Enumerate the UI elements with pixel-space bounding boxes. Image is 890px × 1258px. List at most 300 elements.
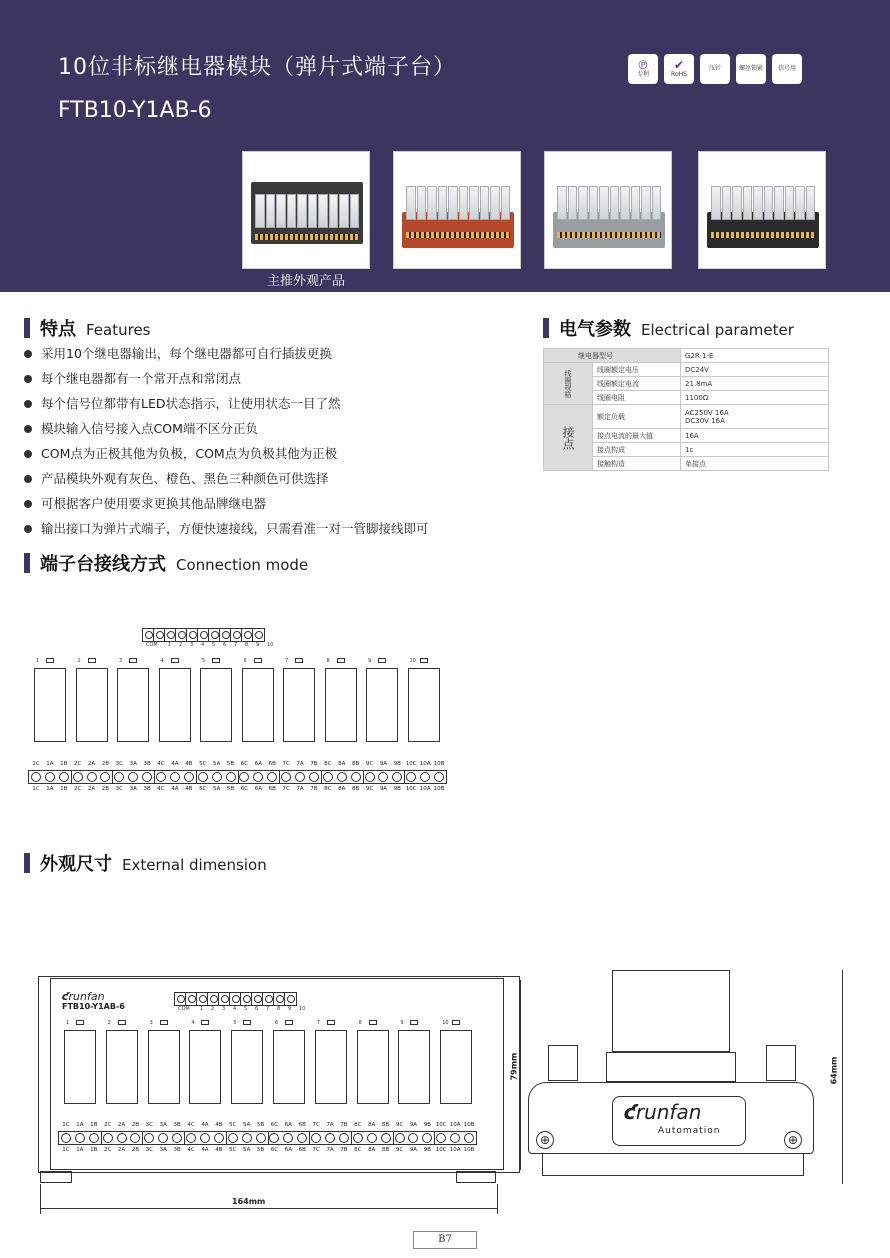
terminal-label-top: 10C [435, 1122, 447, 1128]
relay [242, 668, 274, 742]
terminal-label-bottom: 9C [365, 786, 374, 792]
input-pin [285, 993, 296, 1005]
terminal-screw [198, 1133, 212, 1143]
list-item: 输出接口为弹片式端子，方便快速接线，只需看准一对一管脚接线即可 [24, 520, 429, 545]
input-pin [274, 993, 285, 1005]
table-group-label: 线圈规格 [544, 363, 593, 405]
terminal-label-bottom: 1B [60, 786, 68, 792]
terminal-label-top: 9A [409, 1122, 418, 1128]
terminal-label-bottom: 4A [171, 786, 179, 792]
relay [366, 668, 398, 742]
terminal-label-top: 2C [103, 1122, 112, 1128]
terminal-screw [363, 772, 377, 782]
height-dimension-label: 79mm [509, 1052, 519, 1081]
features-list [24, 345, 429, 545]
input-pin [198, 629, 209, 641]
input-connector [142, 628, 265, 642]
input-number: 3 [222, 1006, 226, 1012]
led-indicator-icon [171, 658, 179, 663]
terminal-screw [196, 772, 210, 782]
list-item: 模块输入信号接入点COM端不区分正负 [24, 420, 429, 445]
terminal-screw [365, 1133, 379, 1143]
terminal-label-bottom: 6B [298, 1147, 306, 1153]
relay [159, 668, 191, 742]
terminal-screw [140, 772, 154, 782]
relay-number: 6 [243, 658, 247, 664]
led-indicator-icon [452, 1020, 460, 1025]
input-number: 2 [179, 642, 183, 648]
brand-subtitle: Automation [658, 1126, 721, 1136]
height-dimension-line [520, 980, 521, 1170]
terminal-label-bottom: 1A [46, 786, 54, 792]
relay-number: 9 [368, 658, 372, 664]
terminal-label-top: 9B [423, 1122, 431, 1128]
electrical-heading-en: Electrical parameter [641, 321, 794, 339]
terminal-label-bottom: 8C [324, 786, 332, 792]
terminal-label-top: 3B [173, 1122, 181, 1128]
terminal-label-top: 8A [368, 1122, 376, 1128]
terminal-label-bottom: 8A [338, 786, 346, 792]
product-caption: 主推外观产品 [266, 274, 345, 289]
header-banner [0, 0, 890, 292]
com-label: COM [178, 1006, 190, 1012]
terminal-screw [240, 1133, 254, 1143]
relay [117, 668, 149, 742]
input-pin [220, 629, 231, 641]
terminal-screw [182, 772, 196, 782]
relay [357, 1030, 389, 1104]
input-pin [165, 629, 176, 641]
terminal-label-top: 8A [338, 761, 346, 767]
input-number: 10 [299, 1006, 306, 1012]
terminal-label-top: 8C [354, 1122, 362, 1128]
terminal-screw [142, 1133, 156, 1143]
terminal-label-bottom: 5C [199, 786, 207, 792]
terminal-label-top: 7C [282, 761, 290, 767]
table-cell: 线圈额定电流 [593, 377, 681, 391]
input-pin [187, 629, 198, 641]
input-pin [176, 629, 187, 641]
terminal-label-top: 3C [145, 1122, 153, 1128]
brand-logo-large: ƈrunfan [624, 1100, 702, 1124]
input-number: 10 [267, 642, 274, 648]
terminal-label-bottom: 4B [185, 786, 193, 792]
relay-number: 4 [191, 1020, 195, 1026]
terminal-label-bottom: 9A [409, 1147, 418, 1153]
relay [315, 1030, 347, 1104]
terminal-screw [390, 772, 404, 782]
table-cell: 16A [681, 429, 829, 443]
pin-press-icon: 压针 [700, 54, 730, 84]
input-number: 5 [244, 1006, 248, 1012]
input-pin [230, 993, 241, 1005]
terminal-label-top: 6B [268, 761, 276, 767]
terminal-label-bottom: 7B [310, 786, 318, 792]
terminal-label-top: 9C [395, 1122, 404, 1128]
mount-foot-right [456, 1171, 496, 1183]
terminal-label-bottom: 2C [73, 786, 82, 792]
terminal-screw [295, 1133, 309, 1143]
terminal-label-top: 6C [270, 1122, 279, 1128]
relay-number: 5 [233, 1020, 237, 1026]
terminal-screw [71, 772, 85, 782]
terminal-label-bottom: 4A [201, 1147, 209, 1153]
list-item: 每个继电器都有一个常开点和常闭点 [24, 370, 429, 395]
terminal-screw [377, 772, 391, 782]
input-pin [219, 993, 230, 1005]
relay-number: 3 [149, 1020, 153, 1026]
table-cell: 线圈电阻 [593, 391, 681, 405]
terminal-label-bottom: 2A [87, 786, 96, 792]
brand-logo-small: ƈrunfan [62, 990, 105, 1003]
terminal-label-top: 2A [117, 1122, 126, 1128]
terminal-label-top: 5B [256, 1122, 265, 1128]
terminal-label-top: 2C [73, 761, 82, 767]
terminal-label-bottom: 2A [117, 1147, 126, 1153]
relay-number: 5 [202, 658, 206, 664]
relay-number: 8 [326, 658, 330, 664]
connection-heading [24, 550, 308, 576]
table-cell: 线圈额定电压 [593, 363, 681, 377]
table-cell: 接点电流的最大值 [593, 429, 681, 443]
terminal-label-bottom: 3B [143, 786, 151, 792]
input-connector [174, 992, 297, 1006]
terminal-label-bottom: 9B [423, 1147, 431, 1153]
terminal-screw [101, 1133, 115, 1143]
input-pin [242, 629, 253, 641]
terminal-label-bottom: 5A [213, 786, 221, 792]
terminal-label-top: 1B [60, 761, 68, 767]
terminal-label-bottom: 6B [268, 786, 276, 792]
terminal-label-top: 8B [351, 761, 360, 767]
led-indicator-icon [118, 1020, 126, 1025]
patent-icon: ℗ 专利 [628, 54, 658, 84]
page-title: 10位非标继电器模块（弹片式端子台） [58, 55, 456, 80]
width-dimension-line [40, 1208, 498, 1209]
input-number: 8 [245, 642, 249, 648]
input-pin [154, 629, 165, 641]
input-number: 7 [234, 642, 238, 648]
terminal-label-bottom: 8A [368, 1147, 376, 1153]
terminal-label-bottom: 10A [419, 786, 431, 792]
terminal-label-top: 7C [312, 1122, 320, 1128]
terminal-label-top: 4C [157, 761, 165, 767]
terminal-label-bottom: 1C [32, 786, 40, 792]
terminal-screw [281, 1133, 295, 1143]
terminal-label-top: 4A [171, 761, 179, 767]
input-pin [209, 629, 220, 641]
led-indicator-icon [327, 1020, 335, 1025]
list-item: 可根据客户使用要求更换其他品牌继电器 [24, 495, 429, 520]
heading-bar [24, 318, 30, 338]
features-heading-cn: 特点 [40, 319, 76, 340]
terminal-label-top: 1C [32, 761, 40, 767]
list-item: 产品模块外观有灰色、橙色、黑色三种颜色可供选择 [24, 470, 429, 495]
terminal-screw [129, 1133, 143, 1143]
terminal-label-top: 4B [185, 761, 193, 767]
terminal-screw [154, 772, 168, 782]
terminal-label-bottom: 6C [240, 786, 249, 792]
terminal-screw [323, 1133, 337, 1143]
terminal-screw [307, 772, 321, 782]
relay-number: 2 [77, 658, 81, 664]
terminal-label-bottom: 5C [229, 1147, 237, 1153]
terminal-label-bottom: 5A [243, 1147, 251, 1153]
led-indicator-icon [369, 1020, 377, 1025]
input-pin [241, 993, 252, 1005]
terminal-label-bottom: 5B [226, 786, 235, 792]
terminal-label-bottom: 2B [131, 1147, 140, 1153]
relay [76, 668, 108, 742]
led-indicator-icon [46, 658, 54, 663]
terminal-screw [43, 772, 57, 782]
table-cell: DC24V [681, 363, 829, 377]
input-number: 4 [201, 642, 205, 648]
terminal-label-top: 5C [199, 761, 207, 767]
electrical-heading [543, 315, 794, 341]
product-photo-gray [544, 151, 672, 269]
terminal-label-bottom: 7A [326, 1147, 334, 1153]
terminal-label-bottom: 3B [173, 1147, 181, 1153]
terminal-screw [156, 1133, 170, 1143]
input-pin [175, 993, 186, 1005]
terminal-label-top: 9A [379, 761, 388, 767]
width-dimension-label: 164mm [232, 1197, 266, 1206]
terminal-label-bottom: 10A [449, 1147, 461, 1153]
input-number: 1 [200, 1006, 204, 1012]
terminal-label-bottom: 4B [215, 1147, 223, 1153]
terminal-screw [184, 1133, 198, 1143]
table-cell: G2R-1-E [681, 349, 829, 363]
product-photo-black-flat [242, 151, 370, 269]
clip-left [548, 1045, 578, 1081]
terminal-label-top: 9B [393, 761, 401, 767]
terminal-label-bottom: 4C [157, 786, 165, 792]
terminal-label-top: 2A [87, 761, 96, 767]
terminal-label-top: 6B [298, 1122, 306, 1128]
terminal-label-bottom: 8B [351, 786, 360, 792]
terminal-label-bottom: 7C [282, 786, 290, 792]
width-extension-left [40, 1184, 41, 1214]
input-pin [231, 629, 242, 641]
terminal-label-top: 1A [76, 1122, 84, 1128]
table-cell: 1100Ω [681, 391, 829, 405]
input-pin [252, 993, 263, 1005]
terminal-label-top: 6C [240, 761, 249, 767]
terminal-label-bottom: 10B [463, 1147, 475, 1153]
terminal-label-top: 1C [62, 1122, 70, 1128]
terminal-label-bottom: 2C [103, 1147, 112, 1153]
relay-number: 10 [409, 658, 416, 664]
led-indicator-icon [295, 658, 303, 663]
terminal-label-top: 5C [229, 1122, 237, 1128]
depth-dimension-label: 64mm [829, 1056, 839, 1085]
socket-side-outline [606, 1052, 736, 1082]
screw-right-icon: ⊕ [784, 1131, 802, 1149]
terminal-label-top: 2B [101, 761, 110, 767]
terminal-screw [268, 1133, 282, 1143]
terminal-label-bottom: 6A [254, 786, 262, 792]
relay [231, 1030, 263, 1104]
list-item: 采用10个继电器输出，每个继电器都可自行插拔更换 [24, 345, 429, 370]
led-indicator-icon [88, 658, 96, 663]
terminal-label-bottom: 7B [340, 1147, 348, 1153]
terminal-screw [420, 1133, 434, 1143]
input-number: 5 [212, 642, 216, 648]
terminal-screw [265, 772, 279, 782]
table-cell: 接触构造 [593, 457, 681, 471]
relay [325, 668, 357, 742]
terminal-screw [126, 772, 140, 782]
terminal-label-top: 4A [201, 1122, 209, 1128]
table-cell: 21.8mA [681, 377, 829, 391]
terminal-screw [170, 1133, 184, 1143]
terminal-label-bottom: 9B [393, 786, 401, 792]
dimension-heading-en: External dimension [122, 856, 267, 874]
terminal-label-top: 5A [213, 761, 221, 767]
input-pin [197, 993, 208, 1005]
terminal-screw [224, 772, 238, 782]
terminal-label-bottom: 8B [381, 1147, 390, 1153]
terminal-screw [293, 772, 307, 782]
input-pin [253, 629, 264, 641]
terminal-label-bottom: 5B [256, 1147, 265, 1153]
terminal-label-bottom: 7A [296, 786, 304, 792]
terminal-label-top: 10B [463, 1122, 475, 1128]
terminal-screw [87, 1133, 101, 1143]
rohs-check-icon: ✔ RoHS [664, 54, 694, 84]
parameter-table [543, 348, 829, 471]
terminal-label-bottom: 7C [312, 1147, 320, 1153]
table-cell: 继电器型号 [544, 349, 681, 363]
terminal-label-bottom: 9A [379, 786, 388, 792]
terminal-screw [434, 1133, 448, 1143]
terminal-screw [393, 1133, 407, 1143]
terminal-label-bottom: 1B [90, 1147, 98, 1153]
terminal-label-top: 3B [143, 761, 151, 767]
led-indicator-icon [129, 658, 137, 663]
terminal-screw [226, 1133, 240, 1143]
terminal-label-top: 1A [46, 761, 54, 767]
terminal-screw [279, 772, 293, 782]
table-cell: AC250V 16A DC30V 16A [681, 405, 829, 429]
terminal-label-bottom: 8C [354, 1147, 362, 1153]
terminal-label-bottom: 10B [433, 786, 445, 792]
input-number: 9 [288, 1006, 292, 1012]
table-group-label: 接点 [544, 405, 593, 471]
terminal-label-bottom: 3C [145, 1147, 153, 1153]
relay [34, 668, 66, 742]
input-pin [143, 629, 154, 641]
terminal-label-bottom: 10C [435, 1147, 447, 1153]
connection-heading-cn: 端子台接线方式 [40, 554, 166, 575]
terminal-label-bottom: 1C [62, 1147, 70, 1153]
relay-number: 6 [275, 1020, 279, 1026]
electrical-heading-cn: 电气参数 [559, 319, 631, 340]
terminal-label-top: 4C [187, 1122, 195, 1128]
terminal-screw [462, 1133, 476, 1143]
com-label: COM [146, 642, 158, 648]
led-indicator-icon [337, 658, 345, 663]
input-pin [186, 993, 197, 1005]
led-indicator-icon [76, 1020, 84, 1025]
relay-number: 4 [160, 658, 164, 664]
table-cell: 1c [681, 443, 829, 457]
dimension-heading [24, 850, 267, 876]
terminal-screw [379, 1133, 393, 1143]
connection-heading-en: Connection mode [176, 556, 309, 574]
terminal-screw [212, 1133, 226, 1143]
relay [64, 1030, 96, 1104]
terminal-label-top: 8C [324, 761, 332, 767]
terminal-screw [351, 1133, 365, 1143]
terminal-label-bottom: 3A [159, 1147, 167, 1153]
input-number: 3 [190, 642, 194, 648]
led-indicator-icon [212, 658, 220, 663]
relay [283, 668, 315, 742]
terminal-screw [57, 772, 71, 782]
terminal-screw [335, 772, 349, 782]
input-number: 2 [211, 1006, 215, 1012]
relay-side-outline [612, 970, 730, 1052]
relay [408, 668, 440, 742]
relay-number: 1 [66, 1020, 70, 1026]
table-row [544, 349, 829, 363]
terminal-screw [349, 772, 363, 782]
list-item: 每个信号位都带有LED状态指示，让使用状态一目了然 [24, 395, 429, 420]
relay-number: 8 [358, 1020, 362, 1026]
mount-foot-left [40, 1171, 72, 1183]
depth-dimension-line [842, 970, 843, 1184]
terminal-label-top: 10A [419, 761, 431, 767]
certification-badges [628, 54, 802, 84]
input-number: 9 [256, 642, 260, 648]
list-item: COM点为正极其他为负极，COM点为负极其他为正极 [24, 445, 429, 470]
relay-number: 3 [119, 658, 123, 664]
terminal-label-bottom: 4C [187, 1147, 195, 1153]
terminal-label-top: 1B [90, 1122, 98, 1128]
module-model-label: FTB10-Y1AB-6 [62, 1002, 125, 1011]
terminal-screw [112, 772, 126, 782]
terminal-screw [407, 1133, 421, 1143]
led-indicator-icon [410, 1020, 418, 1025]
terminal-screw [418, 772, 432, 782]
terminal-label-top: 5A [243, 1122, 251, 1128]
terminal-label-bottom: 3C [115, 786, 123, 792]
input-number: 7 [266, 1006, 270, 1012]
led-indicator-icon [201, 1020, 209, 1025]
relay [106, 1030, 138, 1104]
page-number: B7 [413, 1231, 477, 1249]
terminal-label-top: 7B [310, 761, 318, 767]
model-number: FTB10-Y1AB-6 [58, 98, 212, 123]
led-indicator-icon [254, 658, 262, 663]
relay-number: 9 [400, 1020, 404, 1026]
input-number: 1 [168, 642, 172, 648]
terminal-label-top: 9C [365, 761, 374, 767]
input-number: 6 [255, 1006, 259, 1012]
terminal-label-top: 4B [215, 1122, 223, 1128]
terminal-label-top: 7A [296, 761, 304, 767]
input-number: 6 [223, 642, 227, 648]
signal-icon: 信号用 [772, 54, 802, 84]
relay [398, 1030, 430, 1104]
terminal-label-top: 7A [326, 1122, 334, 1128]
terminal-label-top: 3A [159, 1122, 167, 1128]
table-cell: 接点构成 [593, 443, 681, 457]
led-indicator-icon [243, 1020, 251, 1025]
terminal-screw [448, 1133, 462, 1143]
